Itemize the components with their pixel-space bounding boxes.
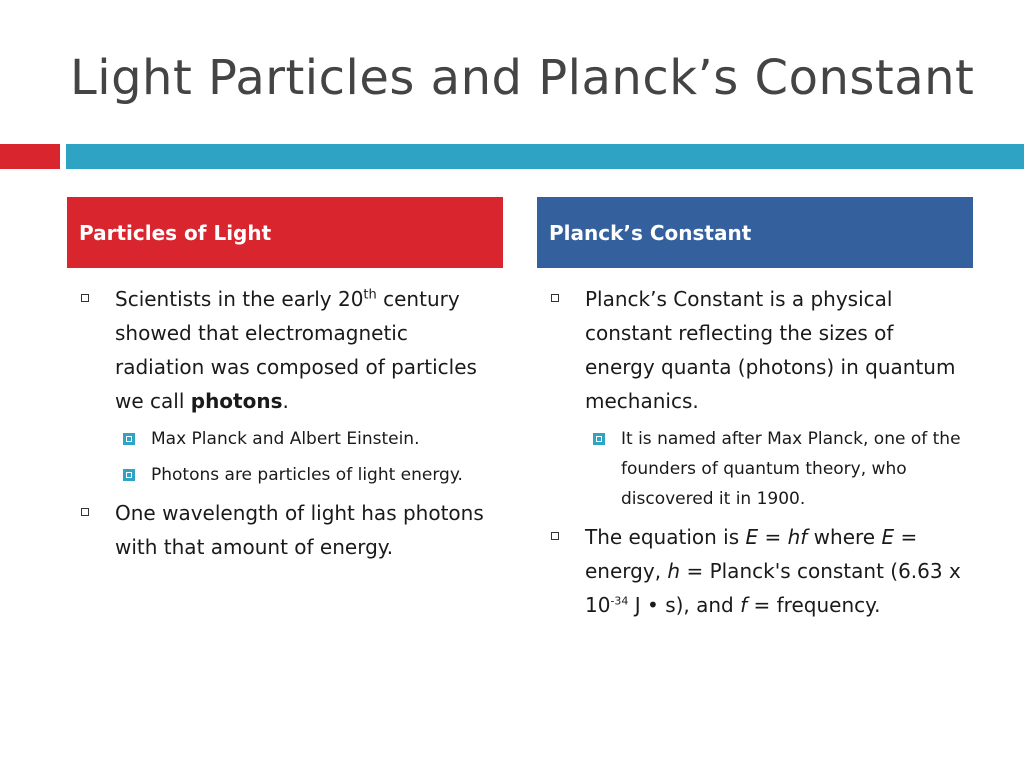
variable: f (740, 593, 748, 617)
right-column (537, 197, 973, 628)
sub-bullet-item (67, 460, 503, 490)
item-text: where (807, 525, 882, 549)
sub-bullet-item (537, 424, 973, 514)
filled-square-bullet-icon (593, 433, 605, 445)
item-text: . (282, 389, 289, 413)
exponent: -34 (610, 594, 629, 608)
item-text: Scientists in the early 20 (115, 287, 364, 311)
square-bullet-icon (551, 294, 559, 302)
bullet-item (67, 282, 503, 418)
square-bullet-icon (81, 294, 89, 302)
accent-band-blue (66, 144, 1024, 169)
left-column-body (67, 268, 503, 564)
item-text: The equation is (585, 525, 746, 549)
bullet-item (537, 282, 973, 418)
item-text: = energy, (585, 525, 918, 583)
variable: h (667, 559, 681, 583)
square-bullet-icon (551, 532, 559, 540)
equation: E = hf (745, 525, 808, 549)
sub-item-text: It is named after Max Planck, one of the founders of quantum theory, who discovered it in 1900. (621, 429, 961, 509)
accent-band-red (0, 144, 60, 169)
sub-item-text: Max Planck and Albert Einstein. (151, 429, 420, 449)
variable: E (881, 525, 895, 549)
item-text: Planck’s Constant is a physical constant reflecting the sizes of energy quanta (photons) in quantum mechanics. (585, 287, 956, 413)
right-column-header: Planck’s Constant (537, 197, 973, 268)
filled-square-bullet-icon (123, 433, 135, 445)
left-column-header: Particles of Light (67, 197, 503, 268)
sub-bullet-item (67, 424, 503, 454)
item-text: One wavelength of light has photons with that amount of energy. (115, 501, 484, 559)
square-bullet-icon (81, 508, 89, 516)
item-text: century showed that electromagnetic radiation was composed of particles we call (115, 287, 477, 413)
sub-item-text: Photons are particles of light energy. (151, 465, 463, 485)
item-text: J • s), and (628, 593, 741, 617)
filled-square-bullet-icon (123, 469, 135, 481)
bullet-item (67, 496, 503, 564)
superscript: th (363, 287, 377, 303)
item-text: = frequency. (747, 593, 881, 617)
bullet-item (537, 520, 973, 622)
bold-term: photons (190, 389, 283, 413)
slide-title: Light Particles and Planck’s Constant (70, 50, 975, 106)
item-text: = Planck's constant (6.63 x 10 (585, 559, 961, 617)
left-column (67, 197, 503, 570)
right-column-body (537, 268, 973, 622)
